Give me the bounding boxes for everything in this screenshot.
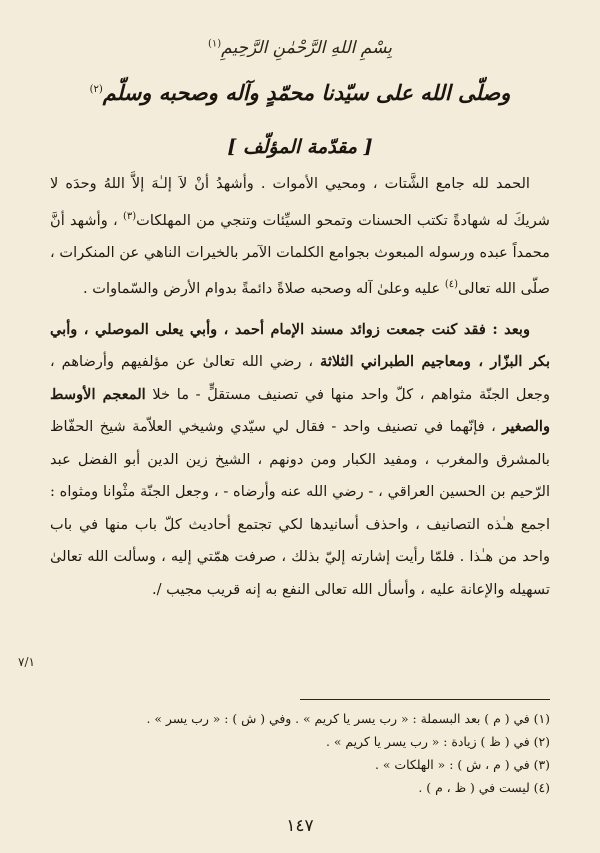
footnote-1: (١) في ( م ) بعد البسملة : « رب يسر يا كريم » . وفي ( ش ) : « رب يسر » . <box>146 711 550 726</box>
footnote-ref-1: (١) <box>207 38 222 50</box>
footnote-ref-3: (٣) <box>122 210 137 222</box>
paragraph-1-part-b: ، وأشهد أنَّ محمداً عبده ورسوله المبعوث بجوامع الكلمات الآمر بالخيرات الناهي عن المنكرات ، صلّى الله تعالى <box>50 211 550 298</box>
footnote-2: (٢) في ( ظ ) زيادة : « رب يسر يا كريم » . <box>325 734 550 749</box>
basmala-heading <box>60 38 540 58</box>
paragraph-1 <box>50 168 550 306</box>
salawat-text: وصلّى الله على سيّدنا محمّدٍ وآله وصحبه وسلّم <box>102 80 511 105</box>
paragraph-2-lead: وبعد : فقد كنت جمعت <box>379 320 530 338</box>
footnotes <box>50 707 550 799</box>
footnote-ref-4: (٤) <box>444 279 459 291</box>
paragraph-2-mujam: المعجم الأوسط والصغير <box>50 385 550 436</box>
paragraph-1-part-c: عليه وعلىٰ آله وصحبه صلاةً دائمةً بدوام الأرض والسّماوات . <box>83 280 445 298</box>
footnote-ref-2: (٢) <box>89 84 103 95</box>
main-text <box>50 168 550 606</box>
footnote-3: (٣) في ( م ، ش ) : « الهلكات » . <box>375 757 550 772</box>
paragraph-2-part-c: ، رضي الله تعالىٰ عن مؤلفيهم وأرضاهم ، وجعل الجنّة مثواهم ، كلّ واحد منها في تصنيف مستقلٍّ - ما خلا <box>50 353 550 403</box>
paragraph-2-works: زوائد مسند الإمام أحمد ، وأبي يعلى الموصلي ، وأبي بكر البزّار ، ومعاجيم الطبراني الثلاثة <box>50 320 551 371</box>
basmala-text: بِسْمِ اللهِ الرَّحْمٰنِ الرَّحِيمِ <box>221 38 393 58</box>
paragraph-2 <box>50 314 550 607</box>
paragraph-1-part-a: الحمد لله جامع الشَّتات ، ومحيي الأموات . وأشهدُ أنْ لاَ إلـٰهَ إلاَّ اللهُ وحدَه لا شريكَ له شهادةً تكتب الحسنات وتمحو السيِّئات وتنجي من المهلكات <box>50 175 550 229</box>
manuscript-folio-note: ٧/١ <box>18 655 35 669</box>
footnote-divider <box>300 699 550 700</box>
paragraph-2-part-d: ، فإنّهما في تصنيف واحد - فقال لي سيّدي وشيخي العلاّمة شيخ الحفّاظ بالمشرق والمغرب ، ومفيد الكبار ومن دونهم ، الشيخ زين الدين أبو الفضل عبد الرّحيم بن الحسين العراقي ، - رضي الله عنه وأرضاه - ، وجعل الجنّة مثْوانا ومثواه : اجمع هـٰذه التصانيف ، واحذف أسانيدها لكي تجتمع أحاديث كلّ باب منها في باب واحد من هـٰذا . فلمّا رأيت إشارته إليّ بذلك ، صرفت همّتي إليه ، وسألت الله تعالىٰ تسهيله والإعانة عليه ، وأسأل الله تعالى النفع به إنه قريب مجيب /. <box>50 418 550 598</box>
footnote-4: (٤) ليست في ( ظ ، م ) . <box>418 780 550 795</box>
salawat-heading <box>60 80 540 105</box>
section-title: [ مقدّمة المؤلّف ] <box>227 136 373 158</box>
page-number: ١٤٧ <box>286 816 314 836</box>
